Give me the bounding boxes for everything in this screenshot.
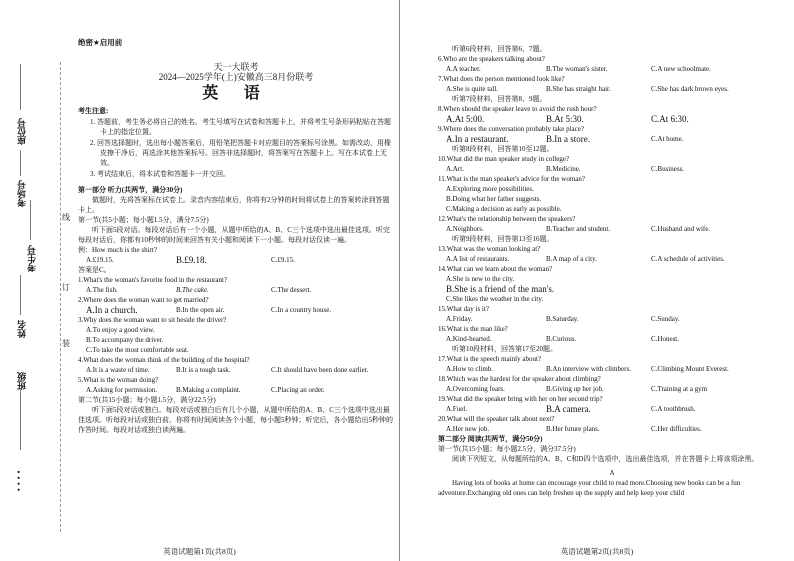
part2-section-heading: 第一节(共15小题；每小题2.5分，满分37.5分) bbox=[438, 445, 576, 453]
option-c: C.Placing an order. bbox=[271, 386, 325, 394]
question-1 bbox=[78, 275, 394, 295]
notice-heading: 考生注意: bbox=[78, 107, 109, 115]
example-option-a: A.£19.15. bbox=[86, 256, 114, 264]
options-row bbox=[438, 164, 786, 174]
binding-line bbox=[60, 62, 61, 532]
option-b: B.The cake. bbox=[176, 286, 209, 294]
part1-heading: 第一部分 听力(共两节，满分30分) bbox=[78, 186, 183, 194]
option-a: A.The fish. bbox=[86, 286, 118, 294]
question-3 bbox=[78, 315, 394, 355]
question-text: 1.What's the woman's favorite food in the restaurant? bbox=[78, 276, 228, 284]
option-b: B.Teacher and student. bbox=[546, 225, 611, 233]
question-7 bbox=[438, 74, 786, 94]
options-row bbox=[438, 64, 786, 74]
question-text: 7.What does the person mentioned look like? bbox=[438, 75, 565, 83]
part1-intro: 做题时，先将答案标在试卷上。录音内容结束后，你将有2分钟的时间将试卷上的答案转涂到答题卡上。 bbox=[78, 196, 390, 214]
option-c: C.A toothbrush. bbox=[651, 405, 696, 413]
option-c: C.Honest. bbox=[651, 335, 679, 343]
part2-intro: 阅读下列短文，从每题所给的A、B、C和D四个选项中，选出最佳选项，并在答题卡上将该项涂黑。 bbox=[452, 455, 759, 463]
seat-number-label: 座位号 bbox=[18, 118, 28, 145]
exam-room-label: 考场号 bbox=[18, 180, 28, 207]
section1-intro: 听下面5段对话。每段对话后有一个小题，从题中所给的A、B、C三个选项中选出最佳选项。听完每段对话后，你都有10秒钟的时间来回答有关小题和阅读下一小题。每段对话仅读一遍。 bbox=[78, 226, 390, 244]
option-b: B.A map of a city. bbox=[546, 255, 597, 263]
question-13 bbox=[438, 244, 786, 264]
option-b: B.Making a complaint. bbox=[176, 386, 241, 394]
option-b: B.To accompany the driver. bbox=[86, 336, 164, 344]
options-row bbox=[438, 114, 786, 124]
option-b: B.Her future plans. bbox=[546, 425, 600, 433]
class-line bbox=[20, 390, 21, 450]
page-footer-2: 英语试题第2页(共8页) bbox=[560, 547, 634, 556]
question-16 bbox=[438, 324, 786, 344]
question-8 bbox=[438, 104, 786, 124]
option-c: C.Her difficulties. bbox=[651, 425, 702, 433]
option-b: B.She has straight hair. bbox=[546, 85, 611, 93]
question-text: 20.What will the speaker talk about next? bbox=[438, 415, 555, 423]
question-4 bbox=[78, 355, 394, 375]
option-b: B.An interview with climbers. bbox=[546, 365, 631, 373]
name-label: 姓名 bbox=[18, 320, 28, 338]
options-row bbox=[438, 364, 786, 374]
seat-number-line bbox=[20, 64, 21, 110]
question-text: 14.What can we learn about the woman? bbox=[438, 265, 553, 273]
confidential-mark: 绝密★启用前 bbox=[78, 38, 123, 47]
question-text: 18.Which was the hardest for the speaker about climbing? bbox=[438, 375, 601, 383]
name-line bbox=[20, 275, 21, 315]
question-text: 12.What's the relationship between the speakers? bbox=[438, 215, 576, 223]
listening-material-note: 听第10段材料，回答第17至20题。 bbox=[452, 345, 557, 353]
exam-room-line bbox=[20, 150, 21, 176]
option-a: A.Exploring more possibilities. bbox=[446, 185, 534, 193]
subject-title: 英 语 bbox=[202, 83, 270, 102]
example-question: 例：How much is the shirt? bbox=[78, 246, 157, 254]
question-20 bbox=[438, 414, 786, 434]
option-c: C.Business. bbox=[651, 165, 685, 173]
question-10 bbox=[438, 154, 786, 174]
right-content bbox=[438, 44, 786, 498]
notice-2: 2. 回答选择题时，选出每小题答案后，用铅笔把答题卡对应题目的答案标号涂黑。如需改动，用橡皮擦干净后，再选涂其他答案标号。回答非选择题时，将答案写在答题卡上。写在本试卷上无效。 bbox=[90, 139, 391, 167]
option-c: C.The dessert. bbox=[271, 286, 312, 294]
passage-text: Having lots of books at home can encourage your child to read more.Choosing new books can be a fun adventure.Exchanging old ones can help freshen up the supply and help keep your child bbox=[438, 479, 741, 497]
option-a: A.She is quite tall. bbox=[446, 85, 498, 93]
question-text: 11.What is the man speaker's advice for the woman? bbox=[438, 175, 585, 183]
option-b: B.At 5:30. bbox=[546, 114, 584, 124]
option-a: A.It is a waste of time. bbox=[86, 366, 150, 374]
example-option-b: B.£9.18. bbox=[176, 255, 207, 265]
option-c: C.It should have been done earlier. bbox=[271, 366, 369, 374]
options-row bbox=[438, 254, 786, 264]
option-a: A.In a restaurant. bbox=[446, 134, 509, 144]
question-18 bbox=[438, 374, 786, 394]
question-2 bbox=[78, 295, 394, 315]
listening-material-note: 听第6段材料，回答第6、7题。 bbox=[452, 45, 547, 53]
section2-heading: 第二节(共15小题；每小题1.5分，满分22.5分) bbox=[78, 396, 216, 404]
question-19 bbox=[438, 394, 786, 414]
options-row bbox=[438, 314, 786, 324]
question-17 bbox=[438, 354, 786, 374]
example-options bbox=[78, 255, 394, 265]
options-row bbox=[438, 134, 786, 144]
question-text: 15.What day is it? bbox=[438, 305, 489, 313]
question-text: 3.Why does the woman want to sit beside the driver? bbox=[78, 316, 227, 324]
option-a: A.Her new job. bbox=[446, 425, 490, 433]
option-c: C.A schedule of activities. bbox=[651, 255, 725, 263]
question-5 bbox=[78, 375, 394, 395]
question-text: 6.Who are the speakers talking about? bbox=[438, 55, 545, 63]
option-a: A.How to climb. bbox=[446, 365, 494, 373]
listening-material-note: 听第7段材料，回答第8、9题。 bbox=[452, 95, 547, 103]
left-content bbox=[78, 38, 394, 435]
option-a: A.A list of restaurants. bbox=[446, 255, 510, 263]
option-b: B.Saturday. bbox=[546, 315, 579, 323]
notice-1: 1. 答题前，考生务必将自己的姓名、考生号填写在试卷和答题卡上，并将考生号条形码粘贴在答题卡上的指定位置。 bbox=[90, 118, 391, 136]
notice-3: 3. 考试结束后，将本试卷和答题卡一并交回。 bbox=[90, 170, 230, 178]
bind-mark-xian: 线 bbox=[62, 213, 70, 222]
class-label: 班级 bbox=[18, 372, 28, 390]
option-a: A.Fuel. bbox=[446, 405, 467, 413]
option-a: A.Overcoming fears. bbox=[446, 385, 505, 393]
option-b: B.Giving up her job. bbox=[546, 385, 604, 393]
option-b: B.It is a tough task. bbox=[176, 366, 231, 374]
exam-name: 天一大联考 bbox=[213, 62, 259, 72]
options-row bbox=[438, 404, 786, 414]
question-text: 9.Where does the conversation probably take place? bbox=[438, 125, 584, 133]
option-a: A.In a church. bbox=[86, 305, 138, 315]
bind-mark-ding: 订 bbox=[62, 283, 70, 292]
options-row bbox=[438, 384, 786, 394]
option-a: A.Friday. bbox=[446, 315, 473, 323]
option-b: B.The woman's sister. bbox=[546, 65, 608, 73]
candidate-number-label: 考生号 bbox=[28, 245, 38, 272]
option-c: C.She has dark brown eyes. bbox=[651, 85, 729, 93]
section2-intro: 听下面5段对话或独白。每段对话或独白后有几个小题，从题中所给的A、B、C三个选项中选出最佳选项。听每段对话或独白前，你将有时间阅读各个小题，每小题5秒钟；听完后，各小题给出5秒钟的作答时间。每段对话或独白读两遍。 bbox=[78, 406, 393, 434]
option-c: C.She likes the weather in the city. bbox=[446, 295, 544, 303]
option-b: B.She is a friend of the man's. bbox=[446, 284, 555, 294]
question-text: 19.What did the speaker bring with her on her second trip? bbox=[438, 395, 603, 403]
options-row bbox=[438, 424, 786, 434]
question-15 bbox=[438, 304, 786, 324]
option-a: A.Kind-hearted. bbox=[446, 335, 492, 343]
bind-mark-zhuang: 装 bbox=[62, 339, 70, 348]
option-b: B.Doing what her father suggests. bbox=[446, 195, 542, 203]
option-c: C.Training at a gym bbox=[651, 385, 708, 393]
option-c: C.A new schoolmate. bbox=[651, 65, 711, 73]
option-b: B.Medicine. bbox=[546, 165, 581, 173]
option-c: C.In a country house. bbox=[271, 306, 332, 314]
option-b: B.In the open air. bbox=[176, 306, 225, 314]
option-a: A.Asking for permission. bbox=[86, 386, 158, 394]
question-12 bbox=[438, 214, 786, 234]
question-text: 4.What does the woman think of the building of the hospital? bbox=[78, 356, 250, 364]
question-text: 8.When should the speaker leave to avoid the rush hour? bbox=[438, 105, 597, 113]
exam-title: 2024—2025学年(上)安徽高三8月份联考 bbox=[158, 72, 314, 82]
option-b: B.In a store. bbox=[546, 134, 590, 144]
option-a: A.A teacher. bbox=[446, 65, 481, 73]
question-text: 2.Where does the woman want to get married? bbox=[78, 296, 209, 304]
right-page bbox=[400, 0, 794, 561]
listening-material-note: 听第8段材料，回答第10至12题。 bbox=[452, 145, 554, 153]
question-text: 5.What is the woman doing? bbox=[78, 376, 159, 384]
option-c: C.At 6:30. bbox=[651, 114, 689, 124]
option-c: C.Making a decision as early as possible. bbox=[446, 205, 562, 213]
option-c: C.At home. bbox=[651, 135, 684, 143]
question-9 bbox=[438, 124, 786, 144]
option-c: C.Husband and wife. bbox=[651, 225, 711, 233]
option-b: B.Curious. bbox=[546, 335, 577, 343]
option-a: A.She is new to the city. bbox=[446, 275, 515, 283]
option-b: B.A camera. bbox=[546, 404, 591, 414]
options-row bbox=[438, 334, 786, 344]
question-text: 13.What was the woman looking at? bbox=[438, 245, 541, 253]
question-11 bbox=[438, 174, 786, 214]
passage-letter: A bbox=[609, 469, 615, 477]
option-a: A.To enjoy a good view. bbox=[86, 326, 155, 334]
example-answer: 答案是C。 bbox=[78, 266, 111, 274]
options-row bbox=[438, 224, 786, 234]
section1-heading: 第一节(共5小题；每小题1.5分，满分7.5分) bbox=[78, 216, 209, 224]
option-a: A.Art. bbox=[446, 165, 464, 173]
example-option-c: C.£9.15. bbox=[271, 256, 295, 264]
part2-heading: 第二部分 阅读(共两节，满分50分) bbox=[438, 435, 543, 443]
option-c: C.Climbing Mount Everest. bbox=[651, 365, 729, 373]
question-6 bbox=[438, 54, 786, 74]
margin-dots: • • • • bbox=[16, 470, 23, 492]
question-text: 10.What did the man speaker study in college? bbox=[438, 155, 570, 163]
option-c: C.Sunday. bbox=[651, 315, 680, 323]
listening-material-note: 听第9段材料，回答第13至16题。 bbox=[452, 235, 554, 243]
page-footer-1: 英语试题第1页(共8页) bbox=[163, 547, 236, 556]
option-a: A.Neighbors. bbox=[446, 225, 484, 233]
candidate-number-line bbox=[30, 200, 31, 240]
option-a: A.At 5:00. bbox=[446, 114, 485, 124]
options-row bbox=[438, 84, 786, 94]
question-text: 16.What is the man like? bbox=[438, 325, 508, 333]
question-14 bbox=[438, 264, 786, 304]
option-c: C.To take the most comfortable seat. bbox=[86, 346, 189, 354]
question-text: 17.What is the speech mainly about? bbox=[438, 355, 542, 363]
